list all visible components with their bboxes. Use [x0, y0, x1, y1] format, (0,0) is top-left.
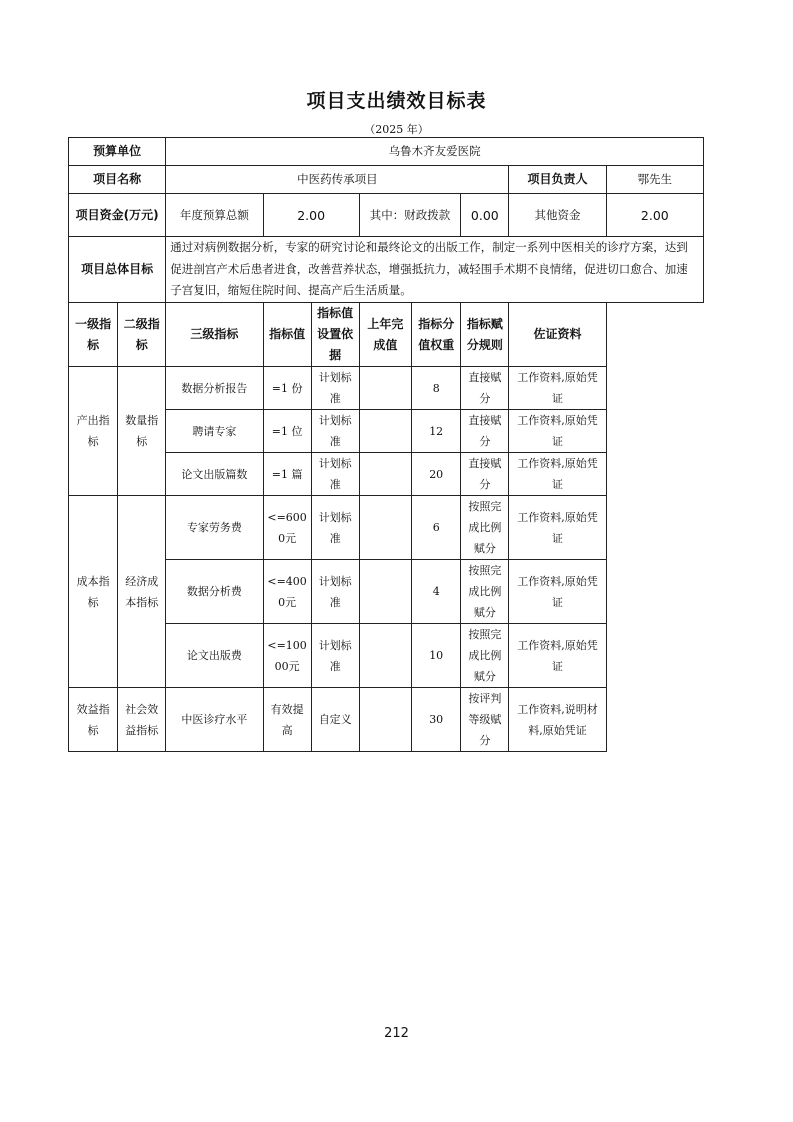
project-name-label: 项目名称 [69, 166, 166, 194]
indicator-basis: 计划标准 [311, 560, 359, 624]
level2-cell: 经济成本指标 [118, 496, 166, 688]
indicator-weight: 4 [412, 560, 461, 624]
indicator-rule: 直接赋分 [461, 453, 509, 496]
year-label: （2025 年） [364, 123, 429, 136]
header-level1: 一级指标 [69, 303, 118, 367]
indicator-name: 数据分析费 [166, 560, 263, 624]
indicator-rule: 按照完成比例赋分 [461, 496, 509, 560]
indicator-basis: 计划标准 [311, 367, 359, 410]
page-number: 212 [384, 1026, 409, 1041]
budget-unit-label: 预算单位 [69, 138, 166, 166]
indicator-weight: 30 [412, 688, 461, 752]
indicator-evidence: 工作资料,原始凭证 [509, 496, 606, 560]
indicator-weight: 6 [412, 496, 461, 560]
indicator-weight: 8 [412, 367, 461, 410]
indicator-evidence: 工作资料,原始凭证 [509, 453, 606, 496]
performance-table [68, 137, 704, 752]
indicator-rule: 直接赋分 [461, 410, 509, 453]
table-row [69, 688, 704, 752]
other-funds-value: 2.00 [606, 194, 703, 237]
level1-cell: 成本指标 [69, 496, 118, 688]
level2-cell: 社会效益指标 [118, 688, 166, 752]
indicator-value: 有效提高 [263, 688, 311, 752]
overall-goal-text: 通过对病例数据分析，专家的研究讨论和最终论文的出版工作，制定一系列中医相关的诊疗方案，达到促进剖宫产术后患者进食，改善营养状态，增强抵抗力，减轻围手术期不良情绪，促进切口愈合、加速子宫复旧，缩短住院时间、提高产后生活质量。 [166, 237, 704, 303]
fiscal-funds-value: 0.00 [461, 194, 509, 237]
table-row [69, 367, 704, 410]
indicator-last [359, 410, 411, 453]
indicator-evidence: 工作资料,原始凭证 [509, 410, 606, 453]
header-value: 指标值 [263, 303, 311, 367]
header-weight: 指标分值权重 [412, 303, 461, 367]
header-rule: 指标赋分规则 [461, 303, 509, 367]
project-owner-label: 项目负责人 [509, 166, 606, 194]
indicator-value: <=10000元 [263, 624, 311, 688]
project-name-value: 中医药传承项目 [166, 166, 509, 194]
indicator-rule: 按照完成比例赋分 [461, 560, 509, 624]
other-funds-label: 其他资金 [509, 194, 606, 237]
indicator-value: =1 份 [263, 367, 311, 410]
indicator-evidence: 工作资料,说明材料,原始凭证 [509, 688, 606, 752]
indicator-rule: 按评判等级赋分 [461, 688, 509, 752]
indicator-value: =1 篇 [263, 453, 311, 496]
indicator-last [359, 367, 411, 410]
indicator-name: 数据分析报告 [166, 367, 263, 410]
fiscal-funds-label: 其中：财政拨款 [359, 194, 461, 237]
indicator-basis: 计划标准 [311, 410, 359, 453]
header-level3: 三级指标 [166, 303, 263, 367]
indicator-name: 中医诊疗水平 [166, 688, 263, 752]
page-title: 项目支出绩效目标表 [306, 90, 487, 112]
indicator-last [359, 453, 411, 496]
indicator-value: <=6000元 [263, 496, 311, 560]
indicator-basis: 计划标准 [311, 496, 359, 560]
indicator-rule: 直接赋分 [461, 367, 509, 410]
annual-budget-label: 年度预算总额 [166, 194, 263, 237]
indicator-evidence: 工作资料,原始凭证 [509, 367, 606, 410]
indicator-last [359, 496, 411, 560]
indicator-weight: 12 [412, 410, 461, 453]
budget-unit-value: 乌鲁木齐友爱医院 [166, 138, 704, 166]
overall-goal-label: 项目总体目标 [69, 237, 166, 303]
header-evidence: 佐证资料 [509, 303, 606, 367]
indicator-rule: 按照完成比例赋分 [461, 624, 509, 688]
indicator-last [359, 560, 411, 624]
indicator-name: 专家劳务费 [166, 496, 263, 560]
indicator-evidence: 工作资料,原始凭证 [509, 624, 606, 688]
level1-cell: 产出指标 [69, 367, 118, 496]
indicator-weight: 10 [412, 624, 461, 688]
funds-label: 项目资金(万元) [69, 194, 166, 237]
indicator-value: <=4000元 [263, 560, 311, 624]
indicator-name: 论文出版篇数 [166, 453, 263, 496]
header-basis: 指标值设置依据 [311, 303, 359, 367]
indicator-last [359, 688, 411, 752]
indicator-evidence: 工作资料,原始凭证 [509, 560, 606, 624]
level1-cell: 效益指标 [69, 688, 118, 752]
indicator-basis: 计划标准 [311, 453, 359, 496]
annual-budget-value: 2.00 [263, 194, 359, 237]
indicator-value: =1 位 [263, 410, 311, 453]
header-level2: 二级指标 [118, 303, 166, 367]
indicator-name: 论文出版费 [166, 624, 263, 688]
project-owner-value: 鄂先生 [606, 166, 703, 194]
level2-cell: 数量指标 [118, 367, 166, 496]
table-row [69, 496, 704, 560]
indicator-last [359, 624, 411, 688]
indicator-basis: 自定义 [311, 688, 359, 752]
indicator-weight: 20 [412, 453, 461, 496]
header-last-year: 上年完成值 [359, 303, 411, 367]
indicator-basis: 计划标准 [311, 624, 359, 688]
indicator-name: 聘请专家 [166, 410, 263, 453]
